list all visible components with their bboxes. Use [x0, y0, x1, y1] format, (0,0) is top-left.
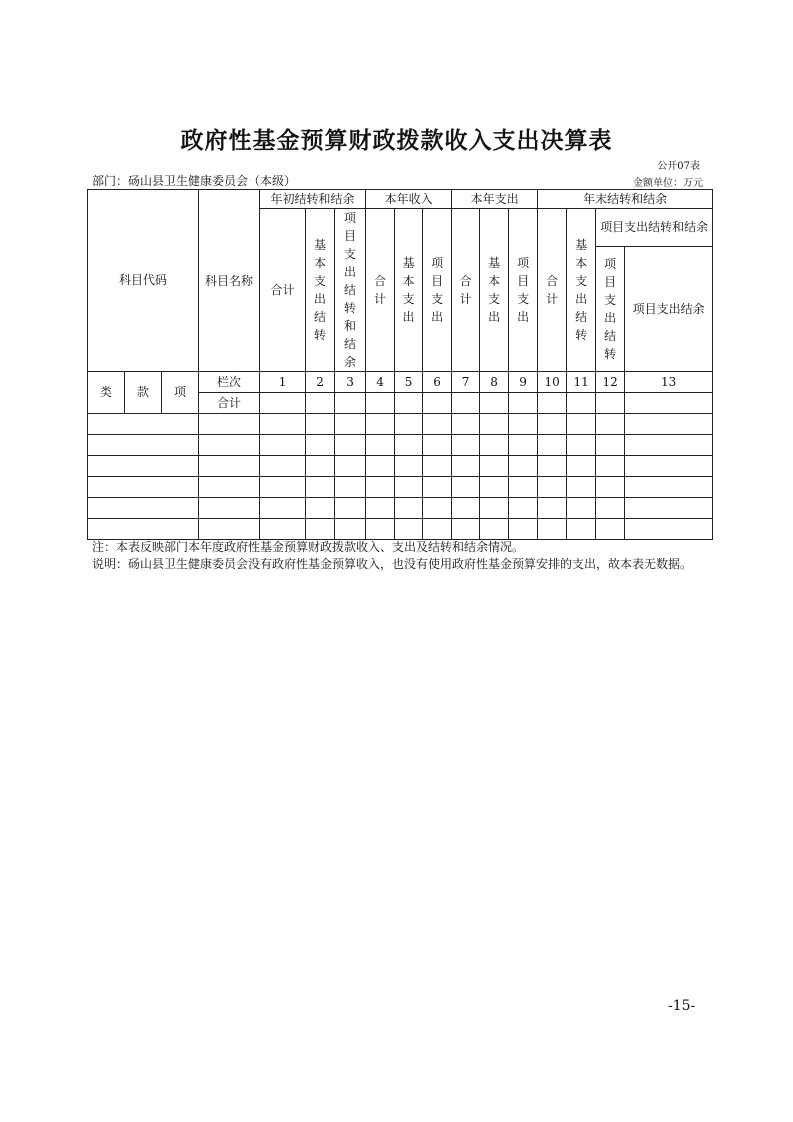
header-closing-total: 合计 — [538, 209, 567, 372]
column-number: 13 — [625, 372, 713, 393]
header-closing-basic: 基本支出结转 — [567, 209, 596, 372]
column-number: 12 — [596, 372, 625, 393]
header-closing-balance: 年末结转和结余 — [538, 190, 713, 209]
header-opening-basic: 基本支出结转 — [306, 209, 335, 372]
column-number: 11 — [567, 372, 596, 393]
header-closing-project-balance: 项目支出结余 — [625, 246, 713, 371]
header-expense-basic: 基本支出 — [480, 209, 509, 372]
header-opening-balance: 年初结转和结余 — [260, 190, 366, 209]
header-income-basic: 基本支出 — [395, 209, 423, 372]
table-row — [88, 414, 713, 435]
column-number: 7 — [452, 372, 480, 393]
table-explanation: 说明：砀山县卫生健康委员会没有政府性基金预算收入，也没有使用政府性基金预算安排的支出，故本表无数据。 — [92, 557, 693, 571]
table-row — [88, 498, 713, 519]
header-income-total: 合计 — [366, 209, 395, 372]
page-title: 政府性基金预算财政拨款收入支出决算表 — [180, 128, 613, 154]
header-closing-project-carryover: 项目支出结转 — [596, 246, 625, 371]
unit-label: 金额单位：万元 — [633, 178, 703, 189]
column-number: 1 — [260, 372, 306, 393]
header-expense-total: 合计 — [452, 209, 480, 372]
header-income-project: 项目支出 — [423, 209, 452, 372]
header-expense-project: 项目支出 — [509, 209, 538, 372]
header-subject-name: 科目名称 — [199, 190, 260, 372]
table-row — [88, 456, 713, 477]
header-subject-code: 科目代码 — [88, 190, 199, 372]
column-number: 2 — [306, 372, 335, 393]
column-number: 8 — [480, 372, 509, 393]
row-column-number-label: 栏次 — [199, 372, 260, 393]
header-opening-total: 合计 — [260, 209, 306, 372]
column-number: 6 — [423, 372, 452, 393]
header-closing-project-group: 项目支出结转和结余 — [596, 209, 713, 247]
budget-table — [87, 189, 713, 540]
header-section: 款 — [125, 372, 162, 414]
header-current-income: 本年收入 — [366, 190, 452, 209]
column-number: 5 — [395, 372, 423, 393]
page-number: -15- — [668, 998, 696, 1014]
column-number: 10 — [538, 372, 567, 393]
table-row — [88, 435, 713, 456]
table-row — [88, 519, 713, 540]
header-opening-project: 项目支出结转和结余 — [335, 209, 366, 372]
column-number: 4 — [366, 372, 395, 393]
table-note: 注：本表反映部门本年度政府性基金预算财政拨款收入、支出及结转和结余情况。 — [92, 540, 525, 554]
header-category: 类 — [88, 372, 125, 414]
column-number: 9 — [509, 372, 538, 393]
department-label: 部门：砀山县卫生健康委员会（本级） — [92, 174, 297, 188]
header-current-expense: 本年支出 — [452, 190, 538, 209]
total-row-label: 合计 — [199, 393, 260, 414]
table-row — [88, 477, 713, 498]
form-code: 公开07表 — [657, 161, 700, 172]
header-item: 项 — [162, 372, 199, 414]
column-number: 3 — [335, 372, 366, 393]
